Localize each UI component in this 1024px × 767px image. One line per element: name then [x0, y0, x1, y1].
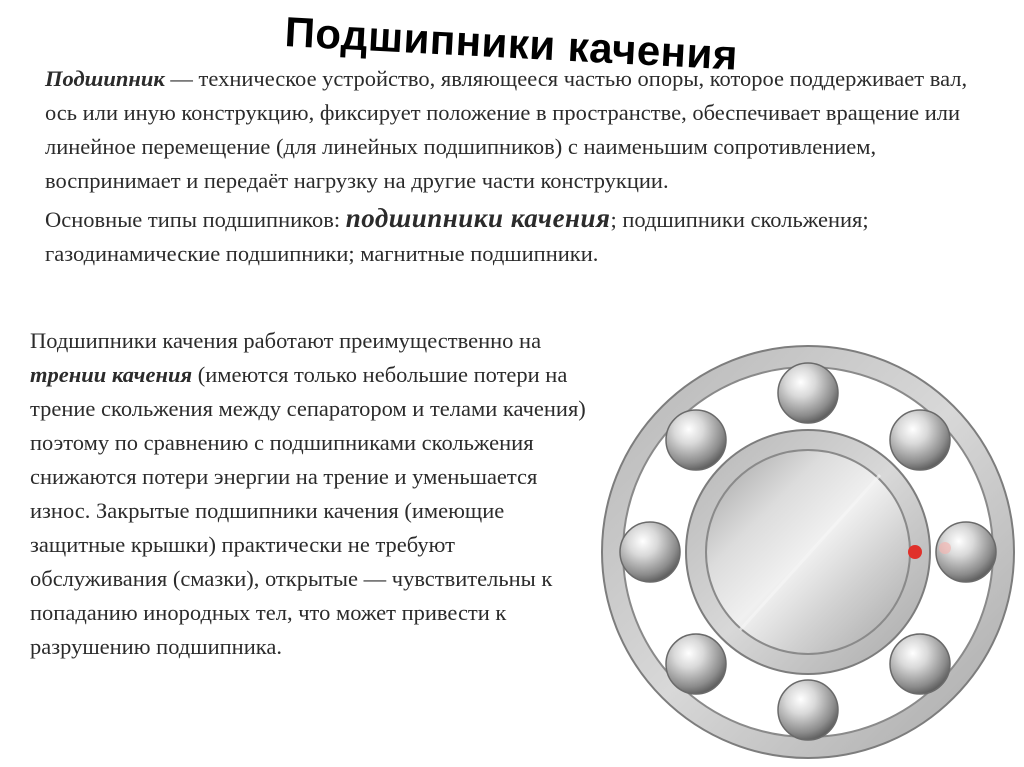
ball-bearing-illustration: [590, 330, 1020, 767]
friction-term: трении качения: [30, 362, 193, 387]
intro-section: [45, 62, 990, 271]
ball: [666, 410, 726, 470]
inner-disc: [706, 450, 910, 654]
types-suffix: ; подшипники скольжения; газодинамические подшипники; магнитные подшипники.: [45, 207, 869, 266]
slide-title: Подшипники качения: [283, 8, 740, 79]
types-prefix: Основные типы подшипников:: [45, 207, 346, 232]
definition-text: — техническое устройство, являющееся частью опоры, которое поддерживает вал, ось или иную конструкцию, фиксирует положение в пространстве, обеспечивает вращение или линейное перемещение (для линейных подшипников) с наименьшим сопротивлением, воспринимает и передаёт нагрузку на другие части конструкции.: [45, 66, 968, 193]
body-section: [30, 324, 595, 664]
contact-point-glow: [939, 542, 951, 554]
types-paragraph: [45, 201, 990, 271]
ball: [890, 410, 950, 470]
ball: [778, 363, 838, 423]
ball: [778, 680, 838, 740]
body-part2: (имеются только небольшие потери на трение скольжения между сепаратором и телами качения) поэтому по сравнению с подшипниками скольжения снижаются потери энергии на трение и уменьшается износ. Закрытые подшипники качения (имеющие защитные крышки) практически не требуют обслуживания (смазки), открытые — чувствительны к попаданию инородных тел, что может привести к разрушению подшипника.: [30, 362, 586, 659]
definition-term: Подшипник: [45, 66, 165, 91]
types-emphasis: подшипники качения: [345, 203, 611, 233]
ball: [620, 522, 680, 582]
ball: [890, 634, 950, 694]
body-paragraph: [30, 324, 595, 664]
body-part1: Подшипники качения работают преимущественно на: [30, 328, 542, 353]
definition-paragraph: [45, 62, 990, 198]
ball: [666, 634, 726, 694]
contact-point-marker: [908, 545, 922, 559]
